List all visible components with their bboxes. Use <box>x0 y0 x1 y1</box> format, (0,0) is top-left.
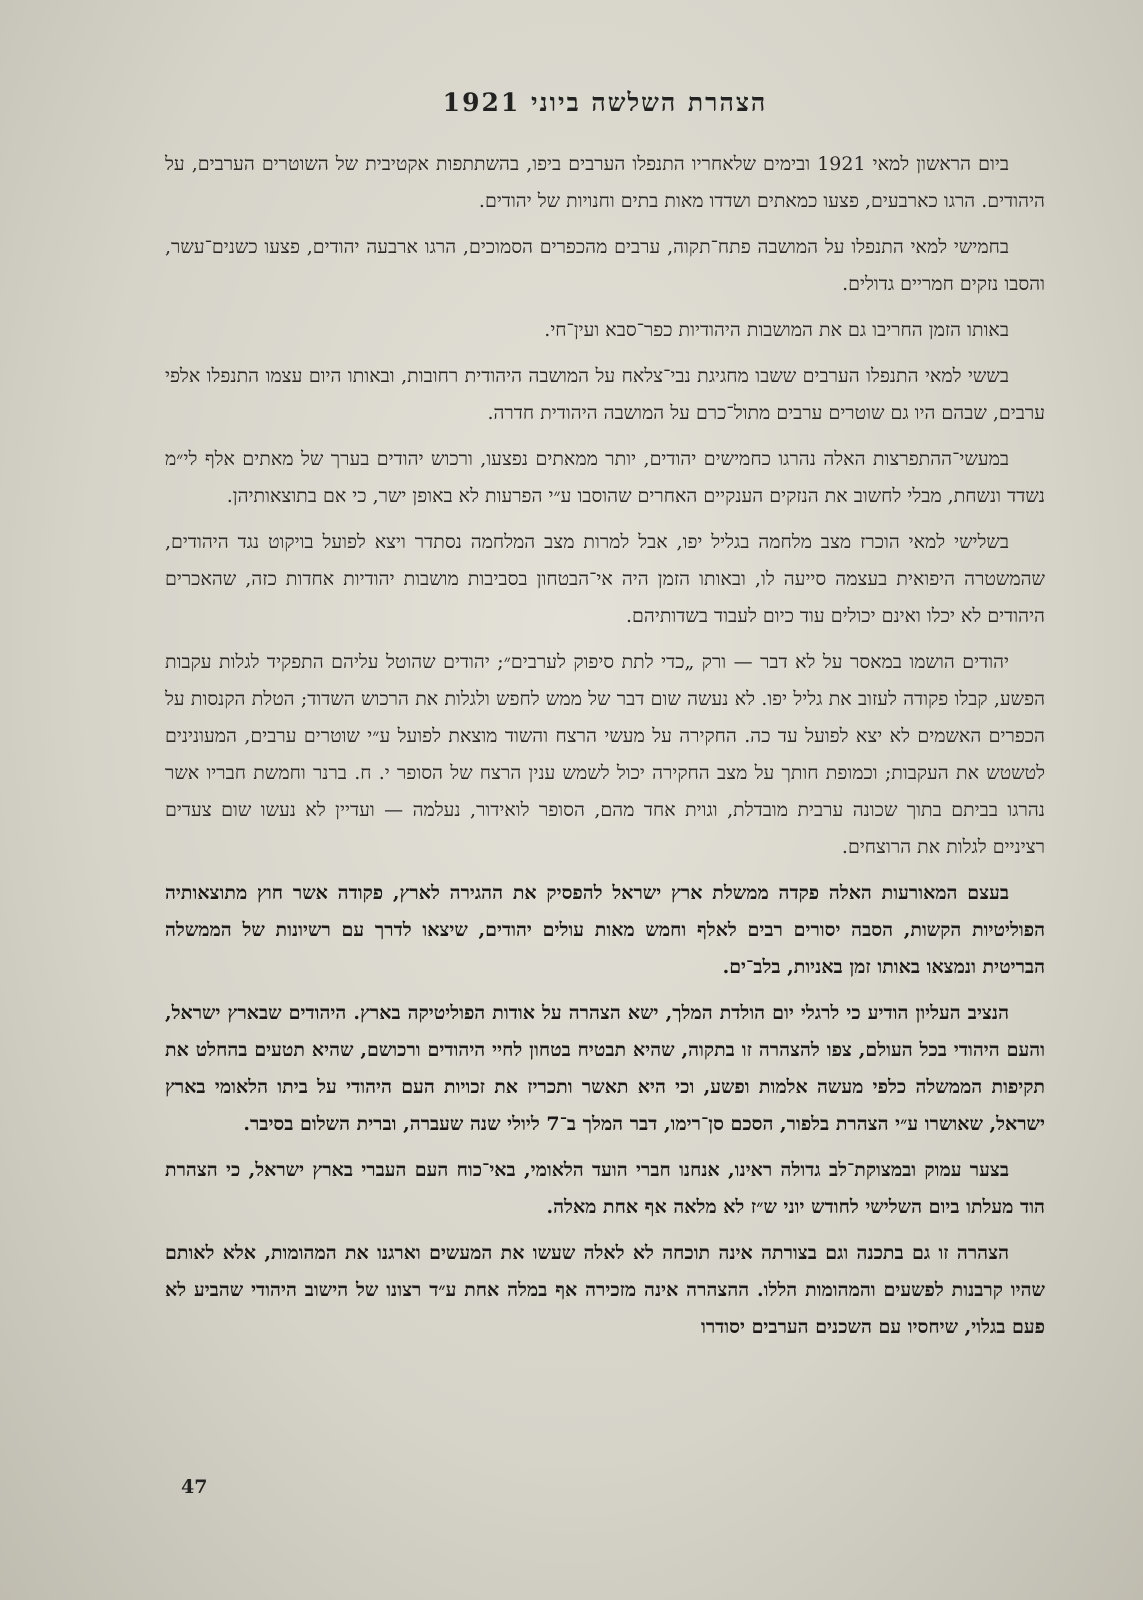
paragraph-1: ביום הראשון למאי 1921 ובימים שלאחריו התנפלו הערבים ביפו, בהשתתפות אקטיבית של השוטרים הערבים, על היהודים. הרגו כארבעים, פצעו כמאתים ושדדו מאות בתים וחנויות של יהודים. <box>165 153 1045 212</box>
paragraph-9: הנציב העליון הודיע כי לרגלי יום הולדת המלך, ישא הצהרה על אודות הפוליטיקה בארץ. היהודים שבארץ ישראל, והעם היהודי בכל העולם, צפו להצהרה זו בתקוה, שהיא תבטיח בטחון לחיי היהודים ורכושם, שהיא תטעים בהחלט את תקיפות הממשלה כלפי מעשה אלמות ופשע, וכי היא תאשר ותכריז את זכויות העם היהודי על ביתו הלאומי בארץ ישראל, שאושרו ע״י הצהרת בלפור, הסכם סן־רימו, דבר המלך ב־7 ליולי שנה שעברה, וברית השלום בסיבר. <box>165 1002 1045 1135</box>
paragraph-11: הצהרה זו גם בתכנה וגם בצורתה אינה תוכחה לא לאלה שעשו את המעשים וארגנו את המהומות, אלא לאותם שהיו קרבנות לפשעים והמהומות הללו. ההצהרה אינה מזכירה אף במלה אחת ע״ד רצונו של הישוב היהודי שהביע לא פעם בגלוי, שיחסיו עם השכנים הערבים יסודרו <box>165 1242 1045 1338</box>
paragraph-3: באותו הזמן החריבו גם את המושבות היהודיות כפר־סבא ועין־חי. <box>544 319 1009 341</box>
paragraph-5: במעשי־ההתפרצות האלה נהרגו כחמישים יהודים, יותר ממאתים נפצעו, ורכוש יהודים בערך של מאתים אלף לי״מ נשדד ונשחת, מבלי לחשוב את הנזקים הענקיים האחרים שהוסבו ע״י הפרעות לא באופן ישר, כי אם בתוצאותיהן. <box>165 448 1045 507</box>
page-number: 47 <box>181 1476 208 1498</box>
paragraph-8: בעצם המאורעות האלה פקדה ממשלת ארץ ישראל להפסיק את ההגירה לארץ, פקודה אשר חוץ מתוצאותיה הפוליטיות הקשות, הסבה יסורים רבים לאלף וחמש מאות עולים יהודים, שיצאו לדרך עם רשיונות של הממשלה הבריטית ונמצאו באותו זמן באניות, בלב־ים. <box>165 882 1045 978</box>
paragraph-6: בשלישי למאי הוכרז מצב מלחמה בגליל יפו, אבל למרות מצב המלחמה נסתדר ויצא לפועל בויקוט נגד היהודים, שהמשטרה היפואית בעצמה סייעה לו, ובאותו הזמן היה אי־הבטחון בסביבות מושבות יהודיות אחדות כזה, שהאכרים היהודים לא יכלו ואינם יכולים עוד כיום לעבוד בשדותיהם. <box>165 531 1045 627</box>
paragraph-2: בחמישי למאי התנפלו על המושבה פתח־תקוה, ערבים מהכפרים הסמוכים, הרגו ארבעה יהודים, פצעו כשנים־עשר, והסבו נזקים חמריים גדולים. <box>165 236 1045 295</box>
paragraph-4: בששי למאי התנפלו הערבים ששבו מחגיגת נבי־צלאח על המושבה היהודית רחובות, ובאותו היום עצמו התנפלו אלפי ערבים, שבהם היו גם שוטרים ערבים מתול־כרם על המושבה היהודית חדרה. <box>165 365 1045 424</box>
page-title: הצהרת השלשה ביוני 1921 <box>442 88 768 117</box>
paragraph-10: בצער עמוק ובמצוקת־לב גדולה ראינו, אנחנו חברי הועד הלאומי, באי־כוח העם העברי בארץ ישראל, כי הצהרת הוד מעלתו ביום השלישי לחודש יוני ש״ז לא מלאה אף אחת מאלה. <box>165 1159 1045 1218</box>
paragraph-7: יהודים הושמו במאסר על לא דבר — ורק „כדי לתת סיפוק לערבים״; יהודים שהוטל עליהם התפקיד לגלות עקבות הפשע, קבלו פקודה לעזוב את גליל יפו. לא נעשה שום דבר של ממש לחפש ולגלות את הרכוש השדוד; הטלת הקנסות על הכפרים האשמים לא יצא לפועל עד כה. החקירה על מעשי הרצח והשוד מוצאת לפועל ע״י שוטרים ערבים, המעונינים לטשטש את העקבות; וכמופת חותך על מצב החקירה יכול לשמש ענין הרצח של הסופר י. ח. ברנר וחמשת חבריו אשר נהרגו בביתם בתוך שכונה ערבית מובדלת, וגוית אחד מהם, הסופר לואידור, נעלמה — ועדיין לא נעשו שום צעדים רציניים לגלות את הרוצחים. <box>165 651 1045 858</box>
document-page <box>165 88 1045 1528</box>
